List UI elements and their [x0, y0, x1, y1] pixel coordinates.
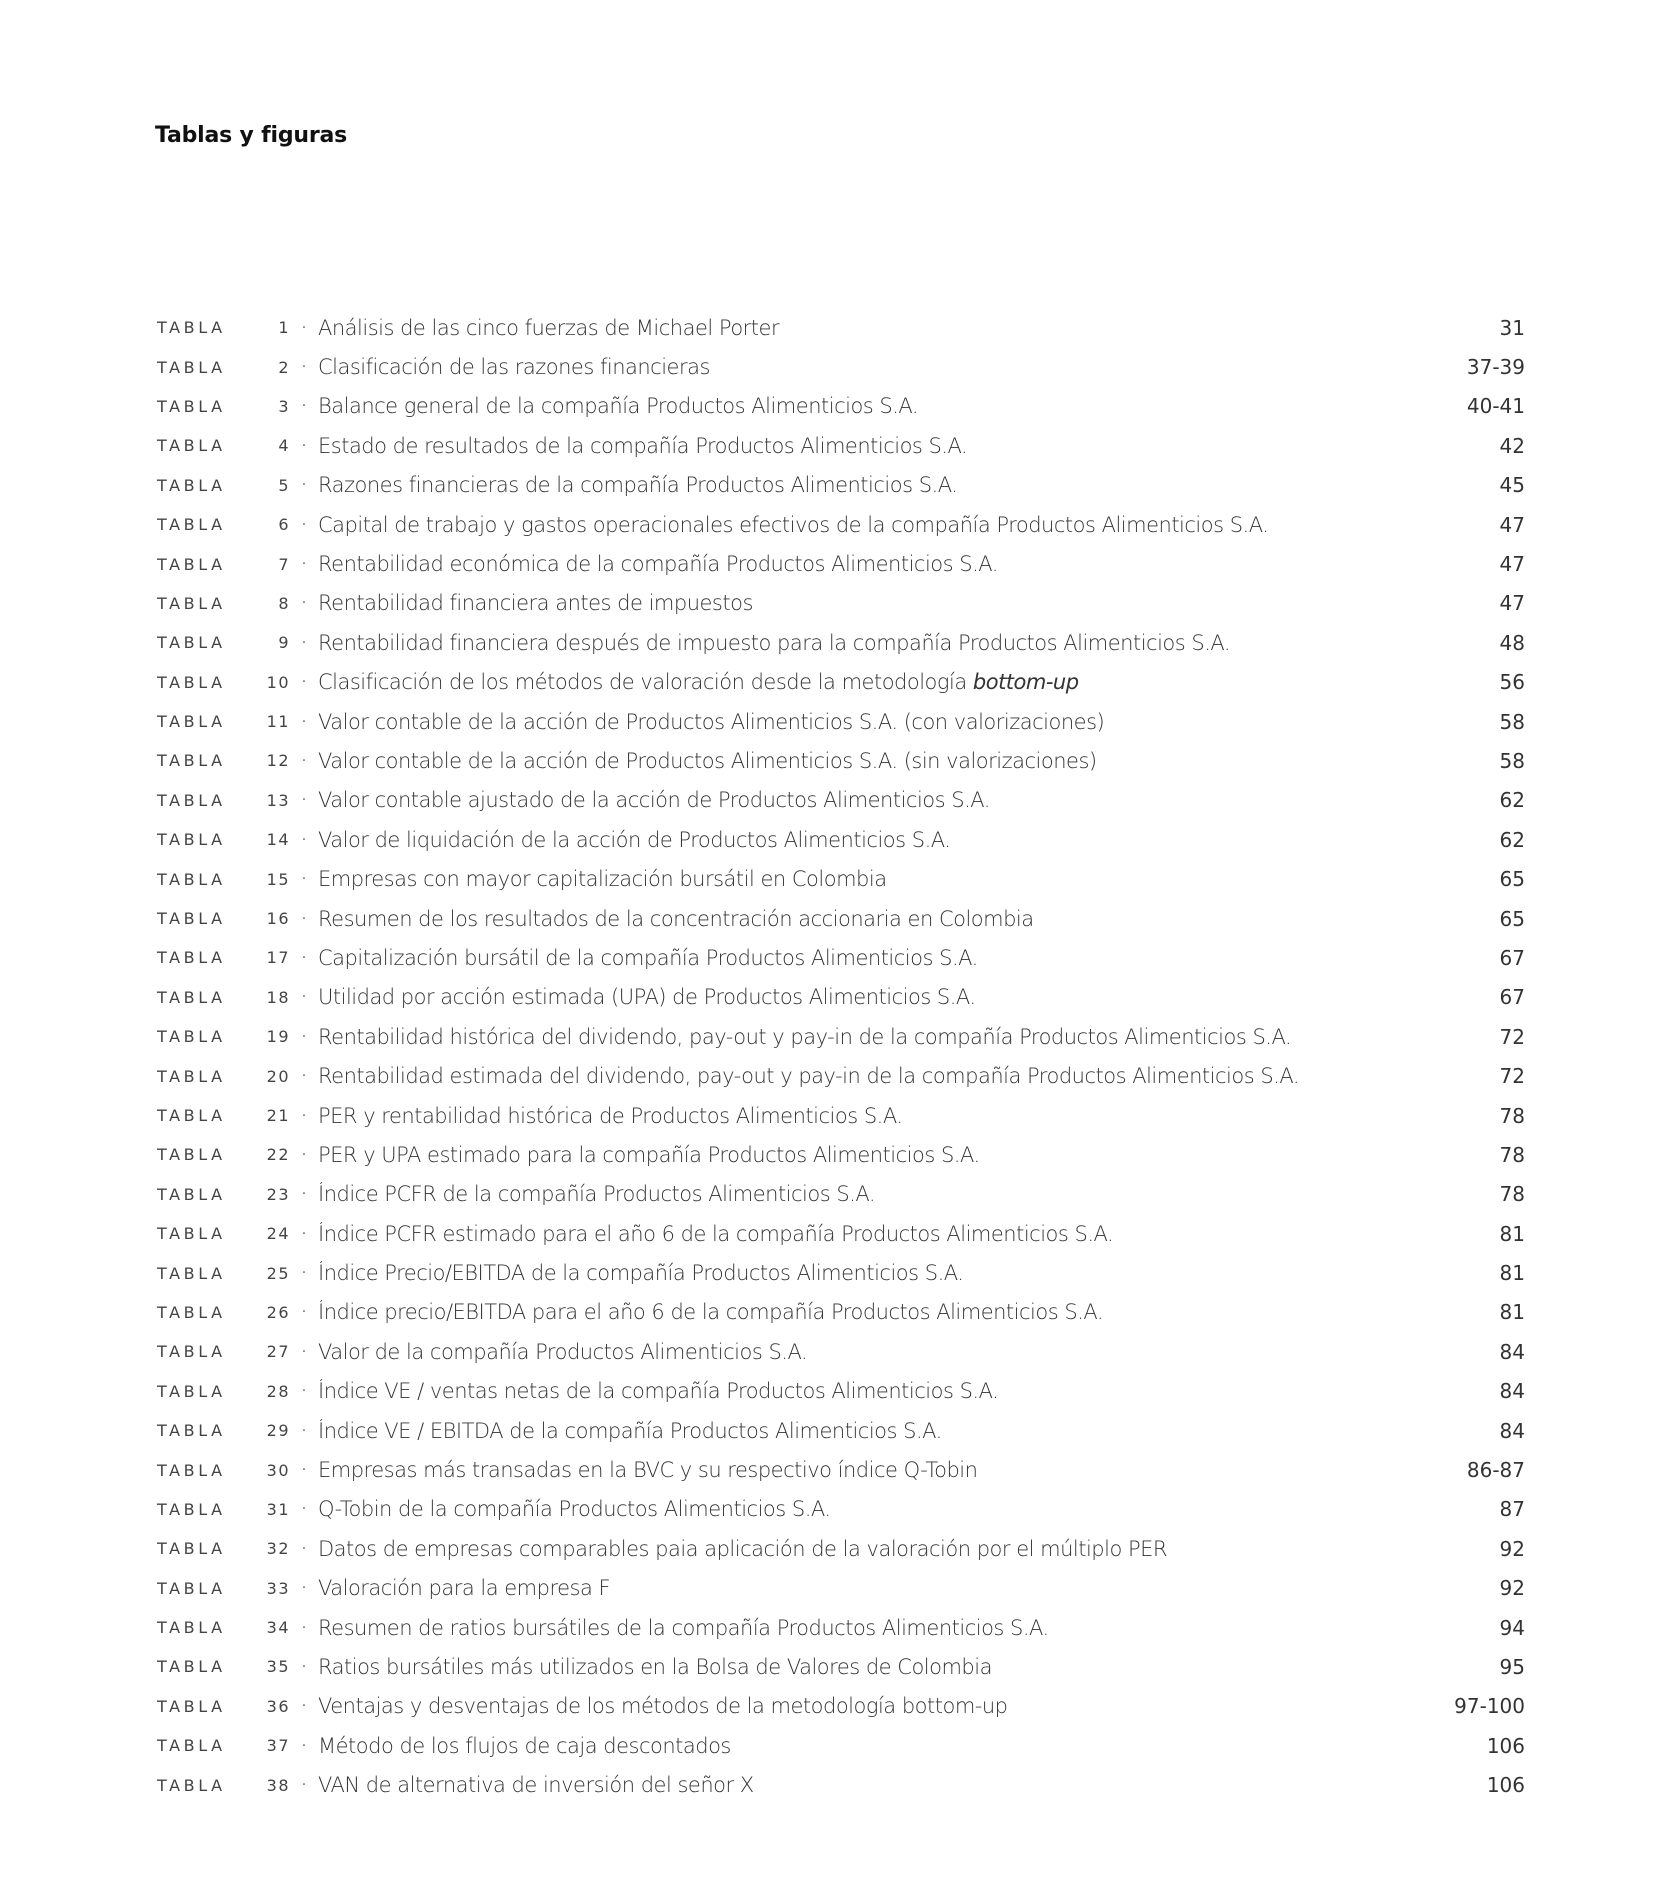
toc-entry-separator: · [301, 1186, 307, 1203]
toc-entry-title [318, 1616, 1525, 1640]
toc-entry-title [318, 1655, 1525, 1679]
toc-entry[interactable] [157, 1372, 1525, 1411]
toc-entry-separator: · [301, 398, 307, 415]
toc-entry-title-text: VAN de alternativa de inversión del señor X [318, 1773, 754, 1798]
toc-entry-page: 40-41 [1466, 394, 1525, 419]
toc-entry-title-text: Índice VE / EBITDA de la compañía Productos Alimenticios S.A. [318, 1418, 942, 1443]
toc-entry-page: 84 [1499, 1379, 1525, 1404]
toc-entry-page: 92 [1499, 1576, 1525, 1601]
toc-entry-separator: · [301, 1580, 307, 1597]
toc-entry[interactable] [157, 1529, 1525, 1568]
toc-entry-title-text: Valor de liquidación de la acción de Productos Alimenticios S.A. [318, 827, 951, 852]
toc-entry-label: TABLA [157, 1066, 226, 1086]
toc-entry-page: 47 [1499, 591, 1525, 616]
toc-entry-number: 32 [266, 1539, 290, 1559]
toc-entry-separator: · [301, 1383, 307, 1400]
toc-entry[interactable] [157, 938, 1525, 977]
toc-entry-page: 37-39 [1466, 355, 1525, 380]
toc-entry[interactable] [157, 1214, 1525, 1253]
toc-entry-label: TABLA [157, 1696, 226, 1716]
toc-entry-title-text: Rentabilidad financiera después de impuesto para la compañía Productos Alimenticios S.A. [318, 630, 1231, 655]
toc-entry-title-text: Clasificación de las razones financieras [318, 355, 710, 380]
toc-entry-title [318, 1694, 1525, 1718]
toc-entry-separator: · [301, 1028, 307, 1045]
toc-entry-page: 95 [1499, 1654, 1525, 1679]
toc-entry-title [318, 985, 1525, 1009]
toc-entry[interactable] [157, 1726, 1525, 1765]
toc-entry-number: 31 [266, 1499, 290, 1519]
toc-entry-title-text: Ventajas y desventajas de los métodos de la metodología bottom-up [318, 1694, 1008, 1719]
toc-entry[interactable] [157, 1056, 1525, 1095]
toc-entry-separator: · [301, 1068, 307, 1085]
toc-entry-title-text: Resumen de los resultados de la concentración accionaria en Colombia [318, 906, 1034, 931]
toc-entry-label: TABLA [157, 1657, 226, 1677]
toc-entry[interactable] [157, 387, 1525, 426]
toc-entry-number: 17 [266, 948, 290, 968]
toc-entry-separator: · [301, 1107, 307, 1124]
toc-entry-label: TABLA [157, 1460, 226, 1480]
toc-entry-title [318, 749, 1525, 773]
toc-entry-number: 12 [266, 751, 290, 771]
toc-entry-separator: · [301, 989, 307, 1006]
toc-entry-separator: · [301, 1737, 307, 1754]
toc-entry-title-text: Valoración para la empresa F [318, 1576, 611, 1601]
toc-entry-number: 23 [266, 1184, 290, 1204]
toc-entry-label: TABLA [157, 1539, 226, 1559]
toc-entry[interactable] [157, 347, 1525, 386]
toc-entry-number: 4 [278, 436, 290, 456]
toc-entry-number: 9 [278, 633, 290, 653]
toc-entry-number: 21 [266, 1106, 290, 1125]
toc-entry[interactable] [157, 1017, 1525, 1056]
toc-entry-number: 18 [266, 987, 290, 1007]
toc-entry-number: 33 [266, 1578, 290, 1598]
toc-entry[interactable] [157, 1647, 1525, 1686]
toc-entry-number: 19 [266, 1027, 290, 1047]
toc-entry-title-text: Índice precio/EBITDA para el año 6 de la compañía Productos Alimenticios S.A. [318, 1300, 1104, 1325]
toc-entry-number: 36 [266, 1696, 290, 1716]
toc-entry-page: 106 [1486, 1773, 1525, 1798]
toc-entry-page: 65 [1499, 906, 1525, 931]
toc-entry-title [318, 473, 1525, 497]
toc-entry-label: TABLA [157, 1145, 226, 1165]
toc-entry[interactable] [157, 978, 1525, 1017]
toc-entry[interactable] [157, 1175, 1525, 1214]
toc-entry-title-text: Índice VE / ventas netas de la compañía Productos Alimenticios S.A. [318, 1379, 999, 1404]
toc-entry-number: 38 [266, 1775, 290, 1795]
toc-entry-separator: · [301, 319, 307, 336]
toc-entry-page: 45 [1499, 473, 1525, 498]
toc-entry-title [318, 1419, 1525, 1443]
toc-entry-title [318, 710, 1525, 734]
toc-entry-label: TABLA [157, 987, 226, 1007]
toc-entry-label: TABLA [157, 1499, 226, 1519]
toc-entry-label: TABLA [157, 1224, 226, 1244]
toc-entry-separator: · [301, 1462, 307, 1479]
toc-entry-label: TABLA [157, 1381, 226, 1401]
toc-entry[interactable] [157, 1765, 1525, 1804]
toc-entry-number: 14 [266, 830, 290, 850]
toc-entry[interactable] [157, 426, 1525, 465]
table-of-tables [157, 308, 1525, 1805]
toc-entry[interactable] [157, 584, 1525, 623]
toc-entry-label: TABLA [157, 712, 226, 732]
toc-entry-number: 35 [266, 1657, 290, 1677]
toc-entry-separator: · [301, 792, 307, 809]
toc-entry-page: 48 [1499, 630, 1525, 655]
toc-entry-page: 81 [1499, 1221, 1525, 1246]
toc-entry-title [318, 1340, 1525, 1364]
toc-entry-label: TABLA [157, 515, 226, 535]
toc-entry-title [318, 907, 1525, 931]
toc-entry-number: 30 [266, 1460, 290, 1480]
toc-entry-title-text: Datos de empresas comparables paia aplicación de la valoración por el múltiplo PER [318, 1536, 1168, 1561]
toc-entry-separator: · [301, 595, 307, 612]
toc-entry-page: 72 [1499, 1024, 1525, 1049]
toc-entry-page: 86-87 [1466, 1458, 1525, 1483]
toc-entry-number: 34 [266, 1618, 290, 1638]
toc-entry[interactable] [157, 1608, 1525, 1647]
toc-entry[interactable] [157, 741, 1525, 780]
toc-entry-number: 8 [278, 593, 290, 613]
toc-entry-title-text: Estado de resultados de la compañía Productos Alimenticios S.A. [318, 433, 968, 458]
toc-entry-number: 28 [266, 1381, 290, 1401]
toc-entry-page: 65 [1499, 867, 1525, 892]
toc-entry-page: 67 [1499, 985, 1525, 1010]
toc-entry-title [318, 1222, 1525, 1246]
toc-entry-label: TABLA [157, 318, 226, 338]
toc-entry-title-text: Capital de trabajo y gastos operacionales efectivos de la compañía Productos Alimenticios S.A. [318, 512, 1269, 537]
toc-entry-title [318, 355, 1525, 379]
toc-entry-title-text: Empresas más transadas en la BVC y su respectivo índice Q-Tobin [318, 1458, 978, 1483]
toc-entry-title [318, 1261, 1525, 1285]
toc-entry-page: 78 [1499, 1142, 1525, 1167]
toc-entry[interactable] [157, 781, 1525, 820]
toc-entry-title [318, 1300, 1525, 1324]
toc-entry-number: 25 [266, 1263, 290, 1283]
toc-entry-page: 87 [1499, 1497, 1525, 1522]
toc-entry-number: 27 [266, 1342, 290, 1362]
toc-entry-separator: · [301, 1540, 307, 1557]
toc-entry-number: 15 [266, 869, 290, 889]
toc-entry-number: 22 [266, 1145, 290, 1165]
toc-entry-label: TABLA [157, 672, 226, 692]
toc-entry[interactable] [157, 859, 1525, 898]
toc-entry-title-text: Clasificación de los métodos de valoración desde la metodología [318, 670, 973, 695]
toc-entry-page: 84 [1499, 1339, 1525, 1364]
toc-entry-separator: · [301, 634, 307, 651]
toc-entry-number: 16 [266, 909, 290, 929]
toc-entry-separator: · [301, 1265, 307, 1282]
toc-entry-label: TABLA [157, 869, 226, 889]
toc-entry-title [318, 1064, 1525, 1088]
toc-entry-number: 11 [266, 712, 290, 732]
toc-entry-page: 78 [1499, 1103, 1525, 1128]
toc-entry[interactable] [157, 1569, 1525, 1608]
toc-entry[interactable] [157, 1450, 1525, 1489]
toc-entry[interactable] [157, 1490, 1525, 1529]
toc-entry-page: 58 [1499, 748, 1525, 773]
page-title: Tablas y figuras [155, 122, 348, 148]
toc-entry-title [318, 631, 1525, 655]
toc-entry-separator: · [301, 831, 307, 848]
toc-entry-title [318, 434, 1525, 458]
toc-entry-title [318, 513, 1525, 537]
toc-entry-title [318, 1143, 1525, 1167]
toc-entry-number: 1 [278, 318, 290, 338]
toc-entry-title-text: Resumen de ratios bursátiles de la compañía Productos Alimenticios S.A. [318, 1615, 1049, 1640]
toc-entry-title-text: PER y rentabilidad histórica de Productos Alimenticios S.A. [318, 1103, 903, 1128]
toc-entry-title-text: Rentabilidad económica de la compañía Productos Alimenticios S.A. [318, 552, 998, 577]
toc-entry-title-text: Índice Precio/EBITDA de la compañía Productos Alimenticios S.A. [318, 1261, 964, 1286]
toc-entry-title [318, 1104, 1525, 1128]
toc-entry-page: 56 [1499, 670, 1525, 695]
toc-entry-page: 97-100 [1454, 1694, 1525, 1719]
toc-entry-label: TABLA [157, 909, 226, 929]
toc-entry[interactable] [157, 1332, 1525, 1371]
toc-entry-separator: · [301, 1422, 307, 1439]
toc-entry-number: 3 [278, 396, 290, 416]
toc-entry-title [318, 1537, 1525, 1561]
toc-entry-separator: · [301, 752, 307, 769]
toc-entry-separator: · [301, 477, 307, 494]
toc-entry-title-text: Valor contable ajustado de la acción de Productos Alimenticios S.A. [318, 788, 990, 813]
toc-entry-page: 31 [1499, 315, 1525, 340]
toc-entry-title-text: Empresas con mayor capitalización bursátil en Colombia [318, 867, 887, 892]
toc-entry-title [318, 1379, 1525, 1403]
toc-entry-title [318, 591, 1525, 615]
toc-entry-title-text: Índice PCFR estimado para el año 6 de la compañía Productos Alimenticios S.A. [318, 1221, 1114, 1246]
toc-entry[interactable] [157, 899, 1525, 938]
toc-entry-title-text: Q-Tobin de la compañía Productos Alimenticios S.A. [318, 1497, 831, 1522]
toc-entry-label: TABLA [157, 357, 226, 377]
toc-entry-separator: · [301, 949, 307, 966]
toc-entry-label: TABLA [157, 475, 226, 495]
toc-entry-page: 81 [1499, 1261, 1525, 1286]
toc-entry-separator: · [301, 1304, 307, 1321]
toc-entry-title-text: Rentabilidad histórica del dividendo, pay-out y pay-in de la compañía Productos Alimenticios S.A. [318, 1024, 1292, 1049]
toc-entry-label: TABLA [157, 593, 226, 613]
toc-entry-title-text: Análisis de las cinco fuerzas de Michael Porter [318, 315, 780, 340]
toc-entry-number: 10 [266, 672, 290, 692]
toc-entry-number: 6 [278, 515, 290, 535]
toc-entry-label: TABLA [157, 1302, 226, 1322]
toc-entry-separator: · [301, 1658, 307, 1675]
toc-entry-separator: · [301, 1343, 307, 1360]
toc-entry-page: 78 [1499, 1182, 1525, 1207]
toc-entry-title [318, 1182, 1525, 1206]
toc-entry-title-text: Valor de la compañía Productos Alimenticios S.A. [318, 1339, 808, 1364]
toc-entry-separator: · [301, 1225, 307, 1242]
toc-entry-title-italic: bottom-up [972, 670, 1079, 695]
toc-entry-title-text: Ratios bursátiles más utilizados en la Bolsa de Valores de Colombia [318, 1654, 992, 1679]
toc-entry-label: TABLA [157, 1342, 226, 1362]
toc-entry-label: TABLA [157, 1184, 226, 1204]
toc-entry-page: 58 [1499, 709, 1525, 734]
toc-entry-separator: · [301, 713, 307, 730]
toc-entry[interactable] [157, 544, 1525, 583]
toc-entry-page: 62 [1499, 788, 1525, 813]
toc-entry-separator: · [301, 556, 307, 573]
toc-entry[interactable] [157, 1687, 1525, 1726]
toc-entry-separator: · [301, 1698, 307, 1715]
toc-entry-label: TABLA [157, 1578, 226, 1598]
toc-entry-title [318, 1497, 1525, 1521]
toc-entry-label: TABLA [157, 830, 226, 850]
toc-entry-title [318, 946, 1525, 970]
toc-entry-title [318, 316, 1525, 340]
toc-entry[interactable] [157, 623, 1525, 662]
toc-entry-title-text: Razones financieras de la compañía Productos Alimenticios S.A. [318, 473, 958, 498]
toc-entry-number: 37 [266, 1736, 290, 1756]
toc-entry-page: 94 [1499, 1615, 1525, 1640]
toc-entry[interactable] [157, 308, 1525, 347]
toc-entry[interactable] [157, 702, 1525, 741]
toc-entry-separator: · [301, 910, 307, 927]
toc-entry-page: 62 [1499, 827, 1525, 852]
toc-entry-number: 5 [278, 475, 290, 495]
toc-entry-label: TABLA [157, 436, 226, 456]
toc-entry-separator: · [301, 1619, 307, 1636]
toc-entry-title [318, 828, 1525, 852]
toc-entry-page: 84 [1499, 1418, 1525, 1443]
toc-entry-page: 47 [1499, 552, 1525, 577]
toc-entry-title [318, 394, 1525, 418]
toc-entry-label: TABLA [157, 633, 226, 653]
toc-entry[interactable] [157, 1253, 1525, 1292]
toc-entry-separator: · [301, 437, 307, 454]
toc-entry-number: 20 [266, 1066, 290, 1086]
toc-entry-number: 26 [266, 1302, 290, 1322]
toc-entry-title-text: Método de los flujos de caja descontados [318, 1733, 731, 1758]
toc-entry-page: 92 [1499, 1536, 1525, 1561]
toc-entry-separator: · [301, 1501, 307, 1518]
toc-entry-title-text: Rentabilidad estimada del dividendo, pay-out y pay-in de la compañía Productos Alimenticios S.A. [318, 1064, 1300, 1089]
toc-entry-title [318, 1458, 1525, 1482]
toc-entry-label: TABLA [157, 1027, 226, 1047]
toc-entry-label: TABLA [157, 1421, 226, 1441]
toc-entry-number: 24 [266, 1224, 290, 1244]
toc-entry[interactable] [157, 1135, 1525, 1174]
toc-entry-title [318, 670, 1525, 694]
toc-entry-label: TABLA [157, 790, 226, 810]
toc-entry-label: TABLA [157, 396, 226, 416]
toc-entry-label: TABLA [157, 751, 226, 771]
toc-entry[interactable] [157, 466, 1525, 505]
toc-entry-title-text: Índice PCFR de la compañía Productos Alimenticios S.A. [318, 1182, 876, 1207]
toc-entry-number: 29 [266, 1421, 290, 1441]
toc-entry-page: 72 [1499, 1064, 1525, 1089]
toc-entry-title [318, 1576, 1525, 1600]
toc-entry-page: 106 [1486, 1733, 1525, 1758]
toc-entry[interactable] [157, 663, 1525, 702]
toc-entry-title-text: Rentabilidad financiera antes de impuestos [318, 591, 753, 616]
toc-entry-title [318, 1734, 1525, 1758]
toc-entry-separator: · [301, 1777, 307, 1794]
toc-entry-page: 42 [1499, 433, 1525, 458]
toc-entry-separator: · [301, 1146, 307, 1163]
toc-entry-label: TABLA [157, 1736, 226, 1756]
toc-entry-title-text: Valor contable de la acción de Productos Alimenticios S.A. (sin valorizaciones) [318, 748, 1097, 773]
toc-entry-label: TABLA [157, 1775, 226, 1795]
toc-entry-title [318, 867, 1525, 891]
toc-entry-title-text: Balance general de la compañía Productos Alimenticios S.A. [318, 394, 919, 419]
toc-entry-number: 2 [278, 357, 290, 377]
toc-entry[interactable] [157, 1096, 1525, 1135]
toc-entry-title [318, 1025, 1525, 1049]
toc-entry[interactable] [157, 505, 1525, 544]
toc-entry-label: TABLA [157, 554, 226, 574]
toc-entry-separator: · [301, 674, 307, 691]
toc-entry[interactable] [157, 1293, 1525, 1332]
toc-entry-label: TABLA [157, 948, 226, 968]
toc-entry-title-text: Utilidad por acción estimada (UPA) de Productos Alimenticios S.A. [318, 985, 976, 1010]
toc-entry-label: TABLA [157, 1106, 226, 1125]
toc-entry[interactable] [157, 820, 1525, 859]
toc-entry-separator: · [301, 359, 307, 376]
toc-entry-title [318, 788, 1525, 812]
toc-entry-page: 47 [1499, 512, 1525, 537]
toc-entry-number: 13 [266, 790, 290, 810]
toc-entry-separator: · [301, 516, 307, 533]
toc-entry-title-text: PER y UPA estimado para la compañía Productos Alimenticios S.A. [318, 1142, 980, 1167]
toc-entry-label: TABLA [157, 1618, 226, 1638]
toc-entry-title [318, 1773, 1525, 1797]
toc-entry-title-text: Capitalización bursátil de la compañía Productos Alimenticios S.A. [318, 945, 978, 970]
toc-entry-title-text: Valor contable de la acción de Productos Alimenticios S.A. (con valorizaciones) [318, 709, 1105, 734]
toc-entry-separator: · [301, 871, 307, 888]
toc-entry-number: 7 [278, 554, 290, 574]
toc-entry-label: TABLA [157, 1263, 226, 1283]
toc-entry[interactable] [157, 1411, 1525, 1450]
toc-entry-title [318, 552, 1525, 576]
toc-entry-page: 81 [1499, 1300, 1525, 1325]
toc-entry-page: 67 [1499, 945, 1525, 970]
